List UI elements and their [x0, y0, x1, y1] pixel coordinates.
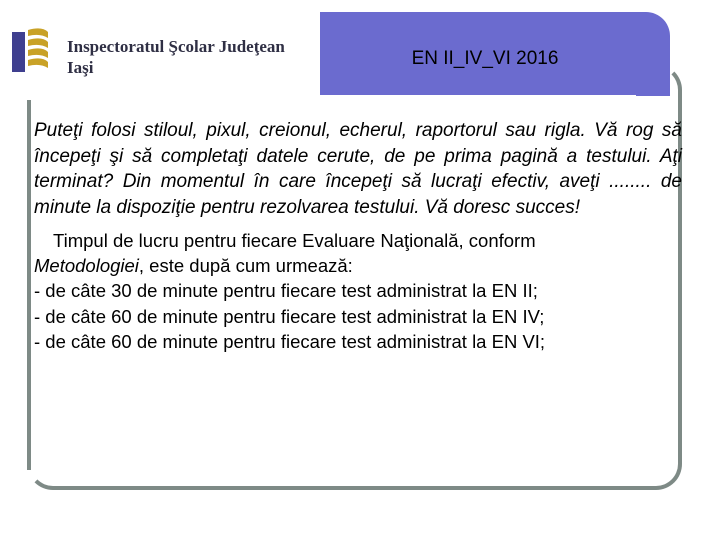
instructions-content — [34, 118, 682, 355]
time-intro-tail: , este după cum urmează: — [138, 255, 353, 276]
org-name: Inspectoratul Şcolar Judeţean — [67, 37, 285, 56]
time-intro-paragraph — [34, 228, 682, 278]
inspectorate-emblem-icon — [12, 26, 50, 76]
inspectorate-logo — [10, 22, 320, 82]
methodology-word: Metodologiei — [34, 255, 139, 276]
org-city: Iaşi — [67, 58, 94, 77]
content-frame-left-edge — [27, 100, 31, 470]
time-list — [34, 278, 682, 355]
time-intro-lead: Timpul de lucru pentru fiecare Evaluare Naţională, conform — [53, 230, 536, 251]
list-item: - de câte 60 de minute pentru fiecare test administrat la EN IV; — [34, 305, 545, 327]
list-item: - de câte 60 de minute pentru fiecare test administrat la EN VI; — [34, 331, 546, 352]
instructions-paragraph: Puteţi folosi stiloul, pixul, creionul, echerul, raportorul sau rigla. Vă rog să începeţi şi să completaţi datele cerute, de pe prima pagină a testului. Aţi terminat? Din momentul în care începeţi să lucraţi efectiv, aveţi ........ de minute la dispoziţie pentru rezolvarea testului. Vă doresc succes! — [34, 120, 682, 218]
list-item: - de câte 30 de minute pentru fiecare test administrat la EN II; — [34, 280, 538, 301]
title-underline — [320, 95, 636, 98]
page-title: EN II_IV_VI 2016 — [411, 48, 559, 69]
